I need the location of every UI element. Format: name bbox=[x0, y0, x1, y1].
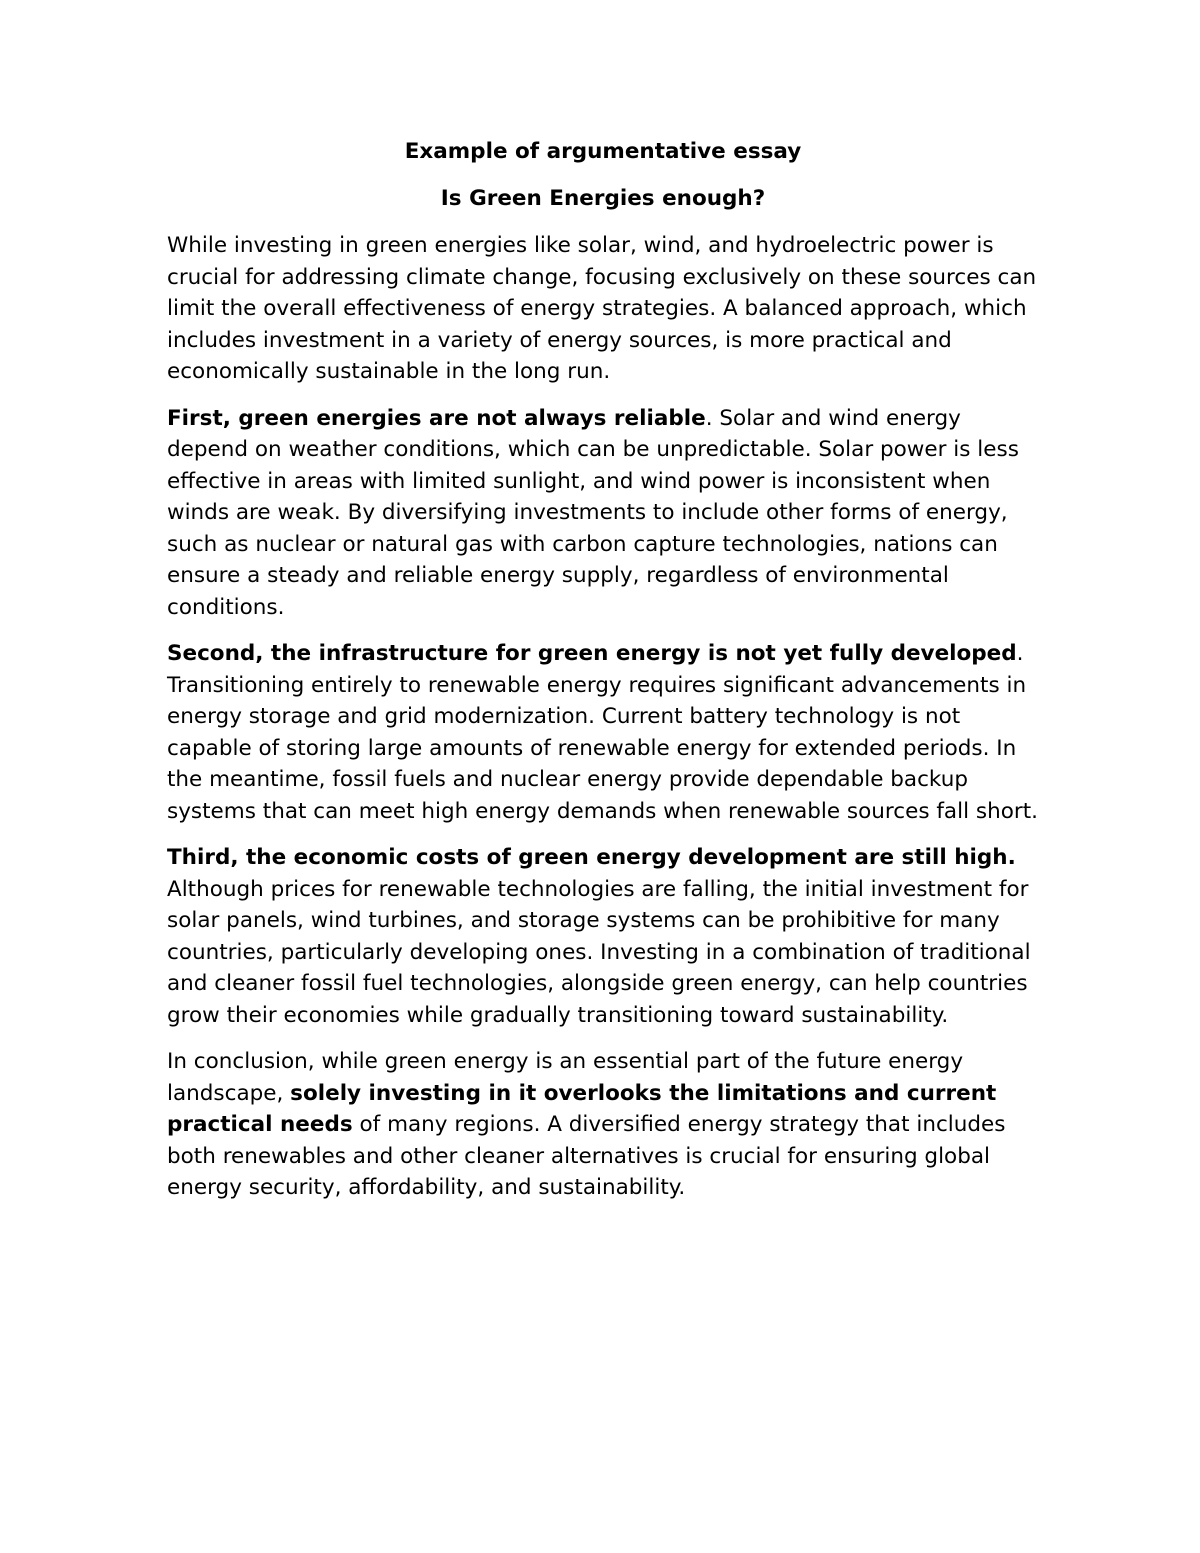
document-body bbox=[167, 136, 1039, 1219]
conclusion-text-start: In conclusion, while green energy is an essential part of the future energy landscape, bbox=[167, 1049, 964, 1106]
first-argument-text: . Solar and wind energy depend on weather conditions, which can be unpredictable. Solar power is less effective in areas with limited sunlight, and wind power is inconsistent when winds are weak. By diversifying investments to include other forms of energy, such as nuclear or natural gas with carbon capture technologies, nations can ensure a steady and reliable energy supply, regardless of environmental conditions. bbox=[167, 405, 1019, 620]
conclusion-paragraph bbox=[167, 1046, 1039, 1204]
second-argument-paragraph bbox=[167, 638, 1039, 827]
first-argument-paragraph bbox=[167, 403, 1039, 624]
third-argument-claim: Third, the economic costs of green energy development are still high. bbox=[167, 845, 1016, 870]
third-argument-text: Although prices for renewable technologies are falling, the initial investment for solar panels, wind turbines, and storage systems can be prohibitive for many countries, particularly developing ones. Investing in a combination of traditional and cleaner fossil fuel technologies, alongside green energy, can help countries grow their economies while gradually transitioning toward sustainability. bbox=[167, 876, 1031, 1028]
document-subtitle: Is Green Energies enough? bbox=[440, 186, 766, 211]
first-argument-claim: First, green energies are not always reliable bbox=[167, 405, 706, 431]
second-argument-claim: Second, the infrastructure for green energy is not yet fully developed bbox=[167, 641, 1017, 666]
intro-paragraph-text: While investing in green energies like solar, wind, and hydroelectric power is crucial for addressing climate change, focusing exclusively on these sources can limit the overall effectiveness of energy strategies. A balanced approach, which includes investment in a variety of energy sources, is more practical and economically sustainable in the long run. bbox=[167, 233, 1037, 384]
intro-paragraph bbox=[167, 230, 1039, 388]
document-title: Example of argumentative essay bbox=[404, 139, 802, 164]
conclusion-claim: solely investing in it overlooks the limitations and current practical needs bbox=[167, 1080, 997, 1137]
third-argument-paragraph bbox=[167, 842, 1039, 1031]
conclusion-text-end: of many regions. A diversified energy strategy that includes both renewables and other cleaner alternatives is crucial for ensuring global energy security, affordability, and sustainability. bbox=[167, 1112, 1006, 1200]
second-argument-text: . Transitioning entirely to renewable energy requires significant advancements in energy storage and grid modernization. Current battery technology is not capable of storing large amounts of renewable energy for extended periods. In the meantime, fossil fuels and nuclear energy provide dependable backup systems that can meet high energy demands when renewable sources fall short. bbox=[167, 641, 1038, 824]
